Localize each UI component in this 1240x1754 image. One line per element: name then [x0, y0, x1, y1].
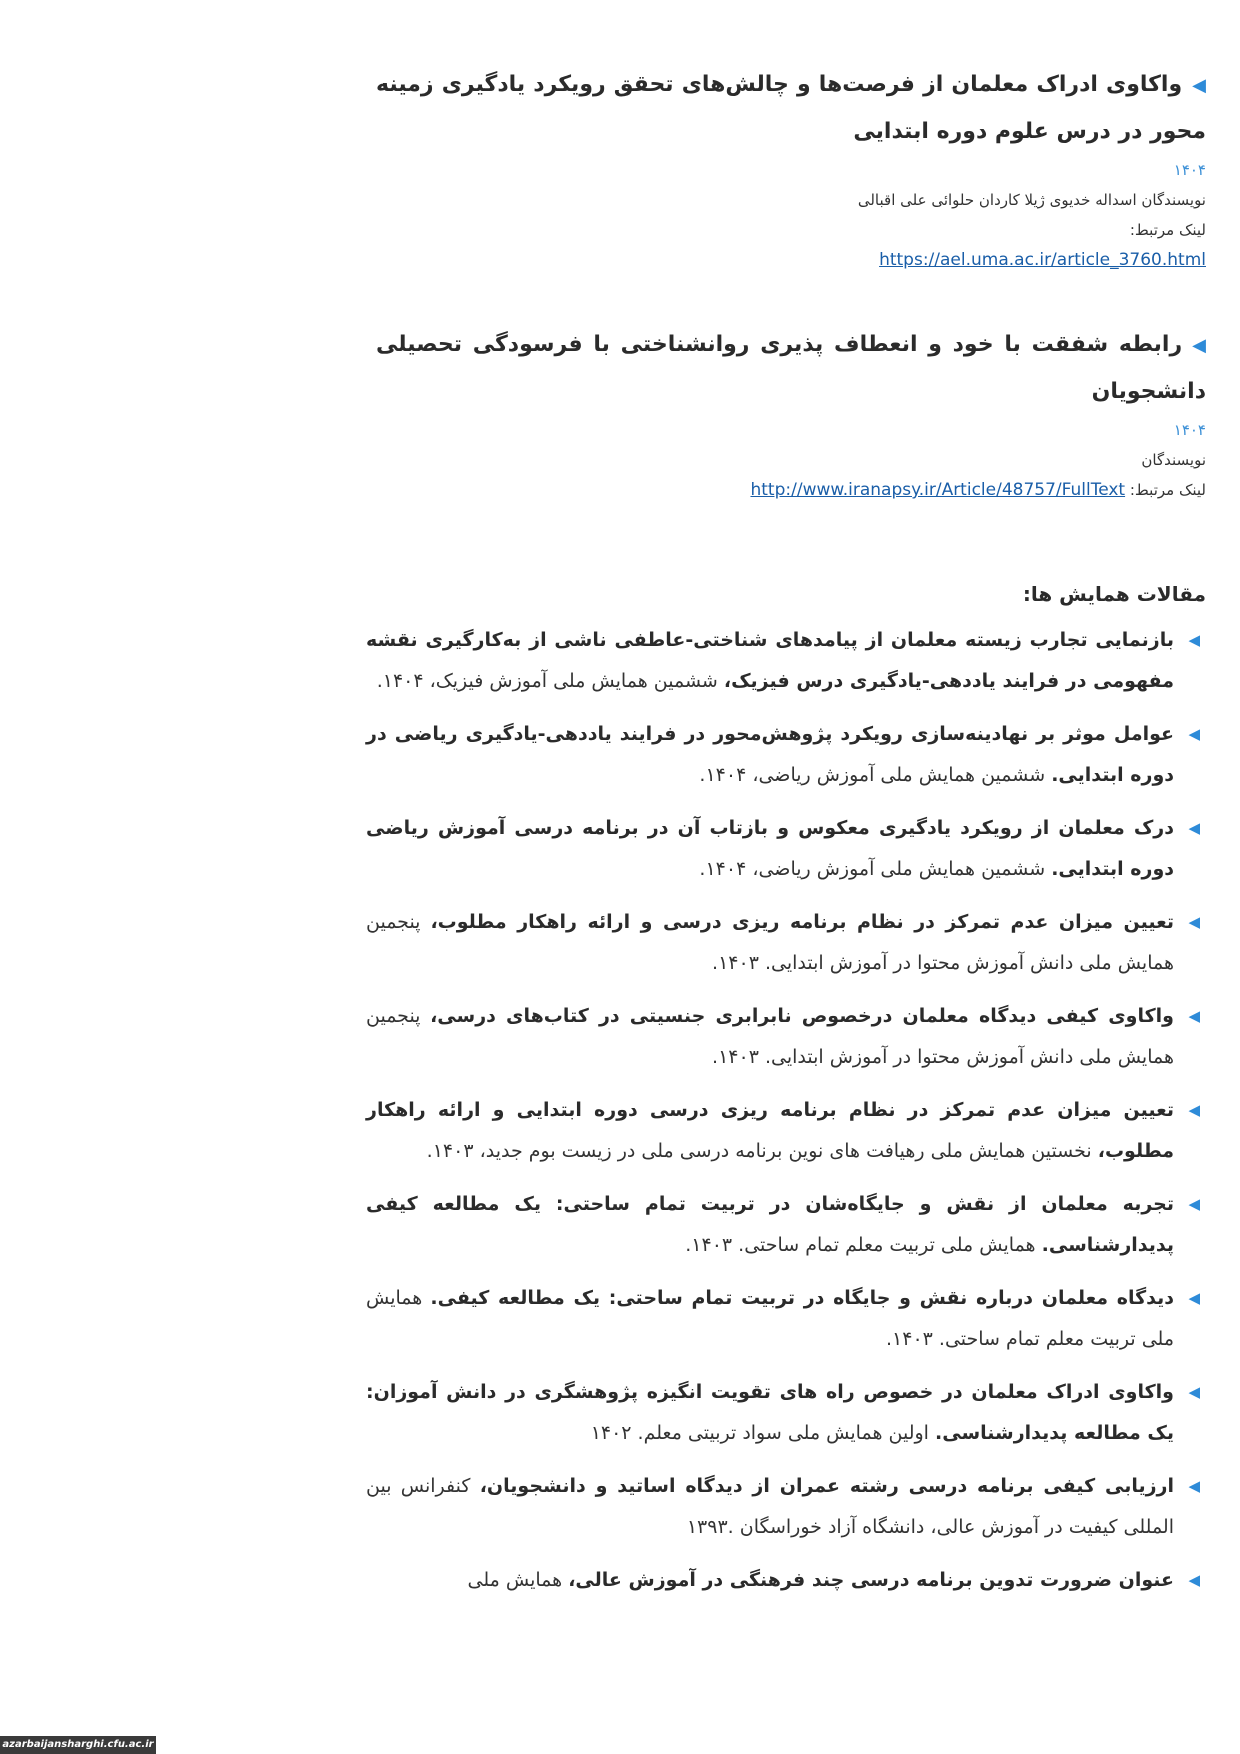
list-item: ◀ عنوان ضرورت تدوین برنامه درسی چند فرهنگی در آموزش عالی، همایش ملی [366, 1560, 1206, 1601]
article-link[interactable]: https://ael.uma.ac.ir/article_3760.html [879, 250, 1206, 270]
link-label: لینک مرتبط: [1129, 221, 1206, 239]
journal-article [376, 62, 1206, 275]
article-authors: نویسندگان [1141, 451, 1206, 469]
list-item: ◀ ارزیابی کیفی برنامه درسی رشته عمران از دیدگاه اساتید و دانشجویان، کنفرانس بین المللی کیفیت در آموزش عالی، دانشگاه آزاد خوراسگان .۱۳۹۳ [366, 1466, 1206, 1548]
triangle-bullet-icon: ◀ [1188, 1101, 1200, 1119]
footer-website-tag[interactable]: azarbaijansharghi.cfu.ac.ir [0, 1736, 156, 1754]
triangle-bullet-icon: ◀ [1188, 913, 1200, 931]
article-authors: نویسندگان اسداله خدیوی ژیلا کاردان حلوائی علی اقبالی [857, 191, 1206, 209]
triangle-bullet-icon: ◀ [1188, 631, 1200, 649]
article-title: ◀واکاوی ادراک معلمان از فرصت‌ها و چالش‌های تحقق رویکرد یادگیری زمینه محور در درس علوم دوره ابتدایی [376, 62, 1206, 155]
triangle-bullet-icon: ◀ [1188, 1289, 1200, 1307]
article-year: ۱۴۰۴ [1173, 421, 1206, 439]
article-year: ۱۴۰۴ [1173, 161, 1206, 179]
triangle-bullet-icon: ◀ [1188, 1383, 1200, 1401]
list-item: ◀ تجربه معلمان از نقش و جایگاه‌شان در تربیت تمام ساحتی: یک مطالعه کیفی پدیدارشناسی. همایش ملی تربیت معلم تمام ساحتی. ۱۴۰۳. [366, 1184, 1206, 1266]
journal-article [376, 322, 1206, 505]
article-link[interactable]: http://www.iranapsy.ir/Article/48757/FullText [750, 480, 1126, 500]
triangle-bullet-icon: ◀ [1192, 335, 1206, 356]
list-item: ◀ واکاوی ادراک معلمان در خصوص راه های تقویت انگیزه پژوهشگری در دانش آموزان: یک مطالعه پدیدارشناسی. اولین همایش ملی سواد تربیتی معلم. ۱۴۰۲ [366, 1372, 1206, 1454]
triangle-bullet-icon: ◀ [1188, 1477, 1200, 1495]
triangle-bullet-icon: ◀ [1192, 75, 1206, 96]
triangle-bullet-icon: ◀ [1188, 1571, 1200, 1589]
list-item: ◀ درک معلمان از رویکرد یادگیری معکوس و بازتاب آن در برنامه درسی آموزش ریاضی دوره ابتدایی. ششمین همایش ملی آموزش ریاضی، ۱۴۰۴. [366, 808, 1206, 890]
article-title: ◀رابطه شفقت با خود و انعطاف پذیری روانشناختی با فرسودگی تحصیلی دانشجویان [376, 322, 1206, 415]
triangle-bullet-icon: ◀ [1188, 819, 1200, 837]
triangle-bullet-icon: ◀ [1188, 725, 1200, 743]
triangle-bullet-icon: ◀ [1188, 1195, 1200, 1213]
triangle-bullet-icon: ◀ [1188, 1007, 1200, 1025]
list-item: ◀ تعیین میزان عدم تمرکز در نظام برنامه ریزی درسی دوره ابتدایی و ارائه راهکار مطلوب، نخستین همایش ملی رهیافت های نوین برنامه درسی ملی در زیست بوم جدید، ۱۴۰۳. [366, 1090, 1206, 1172]
list-item: ◀ واکاوی کیفی دیدگاه معلمان درخصوص نابرابری جنسیتی در کتاب‌های درسی، پنجمین همایش ملی دانش آموزش محتوا در آموزش ابتدایی. ۱۴۰۳. [366, 996, 1206, 1078]
conference-list [366, 620, 1206, 1613]
conference-section-title: مقالات همایش ها: [1022, 582, 1206, 606]
list-item: ◀ تعیین میزان عدم تمرکز در نظام برنامه ریزی درسی و ارائه راهکار مطلوب، پنجمین همایش ملی دانش آموزش محتوا در آموزش ابتدایی. ۱۴۰۳. [366, 902, 1206, 984]
list-item: ◀ بازنمایی تجارب زیسته معلمان از پیامدهای شناختی-عاطفی ناشی از به‌کارگیری نقشه مفهومی در فرایند یاددهی-یادگیری درس فیزیک، ششمین همایش ملی آموزش فیزیک، ۱۴۰۴. [366, 620, 1206, 702]
list-item: ◀ دیدگاه معلمان درباره نقش و جایگاه در تربیت تمام ساحتی: یک مطالعه کیفی. همایش ملی تربیت معلم تمام ساحتی. ۱۴۰۳. [366, 1278, 1206, 1360]
list-item: ◀ عوامل موثر بر نهادینه‌سازی رویکرد پژوهش‌محور در فرایند یاددهی-یادگیری ریاضی در دوره ابتدایی. ششمین همایش ملی آموزش ریاضی، ۱۴۰۴. [366, 714, 1206, 796]
link-label: لینک مرتبط: [1129, 481, 1206, 499]
